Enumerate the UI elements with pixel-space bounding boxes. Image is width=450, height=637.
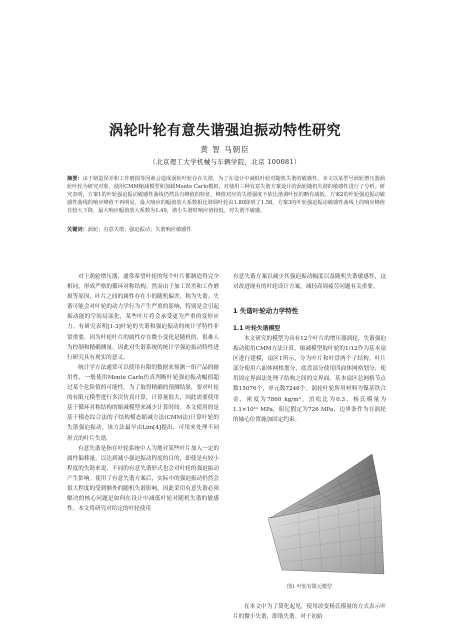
body-paragraph: 有意失谐是指在叶轮系统中人为地对某些叶片加入一定的属性偏移量，以达到减小强迫振动程度的目的，即使是有较小程度的失谐来说，不同的有意失谐形式也会对叶轮的强迫振动产生影响。使用了有意失谐方案后，实际中的强迫振动仍然会很大程度的受到额外的随机失谐影响，因此采用有意失谐必须解决的核心问题是如何在设计中减低叶轮对随机失谐的敏感性。本文将研究对给定的叶轮使用 [67,445,219,513]
paper-authors: 黄 智 马朝臣 [200,145,250,154]
abstract-label: 摘要： [67,176,83,182]
body-paragraph: 对于涡轮增压器，通常希望叶轮的每个叶片都制造得完全相同，形成严格的循环对称结构。然而由于加工误差和工作磨损等原因，叶片之间的属性存在小的随机偏差，称为失谐。失谐可能会对叶轮的动力学行为产生严重的影响，特别是会引起振动能的空间局部化，某些叶片将会承受更为严重的变形应力。有研究表明[1-3]叶轮的失谐和强迫振动的统计学特性非常重要，因为叶轮叶片的属性存在微小变化是随机的，很难人为控制和精确测量。因此对失谐系统的统计学强迫振动特性进行研究具有现实的意义。 [67,274,219,361]
left-column [67,272,219,514]
abstract-text: 由于制造误差和工作磨损等因素会造成涡轮叶轮存在失谐，为了在设计中减低叶轮对随机失谐的敏感性，本文以某型号涡轮增压器涡轮叶轮为研究对象，使用CMM缩减模型和加载Monte Carlo模拟，对使用三种有意失谐方案设计的涡轮随机失谐的敏感性进行了分析。研究表明，方案1的叶轮强迫振动敏感性曲线仍然具有峰值的特征，峰值对应的失谐强度不依比谐调叶轮的略有减低。方案2的叶轮强迫振动敏感性曲线的响应峰值不再明显，最大响应的幅值放大系数相比谐调叶轮由1.80降到了1.58。方案3的叶轮强迫振动敏感性曲线上的响应峰值有较大下降，最大响应幅值放大系数为1.49，谐小失谐时响应值较低，对失谐不敏感。 [67,176,385,215]
figure-caption: 图1 叶轮有限元模型 [287,584,332,590]
body-paragraph: 在本文中为了简化起见，使用改变杨氏模量的方式表示叶片的微小失谐，即谐失谐。对于初始 [233,604,386,621]
impeller-fem-figure [258,454,386,579]
paper-title: 涡轮叶轮有意失谐强迫振动特性研究 [109,123,341,139]
keywords-label: 关键词： [67,227,88,233]
subsection-heading: 1.1 叶轮失谐模型 [233,326,281,332]
keywords-text: 涡轮；有意失谐；强迫振动；失谐响应敏感性 [87,227,192,233]
body-paragraph: 本文研究的模型为具有12个叶片的增压器涡轮，失谐强迫振动使用CMM方法计算。缩减模型取叶轮的1/12作为基本扇区进行建模，扇区1所示，分为叶片和叶盘两个子结构。叶片部分使用六面体网格划分，底盘部分使用四面体网格划分，使用固定界面法处理子结构之间的交界面。基本扇区总网格节点数15076个，单元数7246个。涡轮叶轮所用材料为镍基铁合金，密度为7860 kg/m³，泊松比为0.3，杨氏模量为1.1×10¹¹ MPa，阻尼假定为726 MPa，边界条件为在涡轮的轴心位置施加固定约束。 [233,336,386,423]
keywords [67,226,385,234]
body-paragraph: 统计学方法通常可以使用有限的数据来预测一组产品的耐用性，一般使用Monte Carlo仿真判断叶轮强迫振动幅值超过某个危险值的可能性。为了取得精确的预测结果，要对叶轮的有限元模型进行多次仿真计算，计算量很大，因此需要使用基于循环对称结构的缩减模型来减少计算时间。本文使用的是基于模态综合法的子结构模态缩减方法(CMM法)计算叶轮的失谐强迫振动。该方法最早由Lim[4]提出，可用来处理不同形式的叶片失谐。 [67,364,219,442]
paper-affiliation: （北京理工大学机械与车辆学院，北京 100081） [149,158,301,166]
abstract [67,175,385,215]
right-column-mid [233,334,386,425]
section-heading: 1 失谐叶轮动力学特性 [233,307,299,315]
right-column-bottom [233,602,386,622]
right-column-top [233,272,386,292]
body-paragraph: 有意失谐方案以减少其强迫振动幅度以及随机失谐敏感性，这对改进现有的叶轮设计方案，减轻高周疲劳问题有关重要。 [233,274,386,291]
